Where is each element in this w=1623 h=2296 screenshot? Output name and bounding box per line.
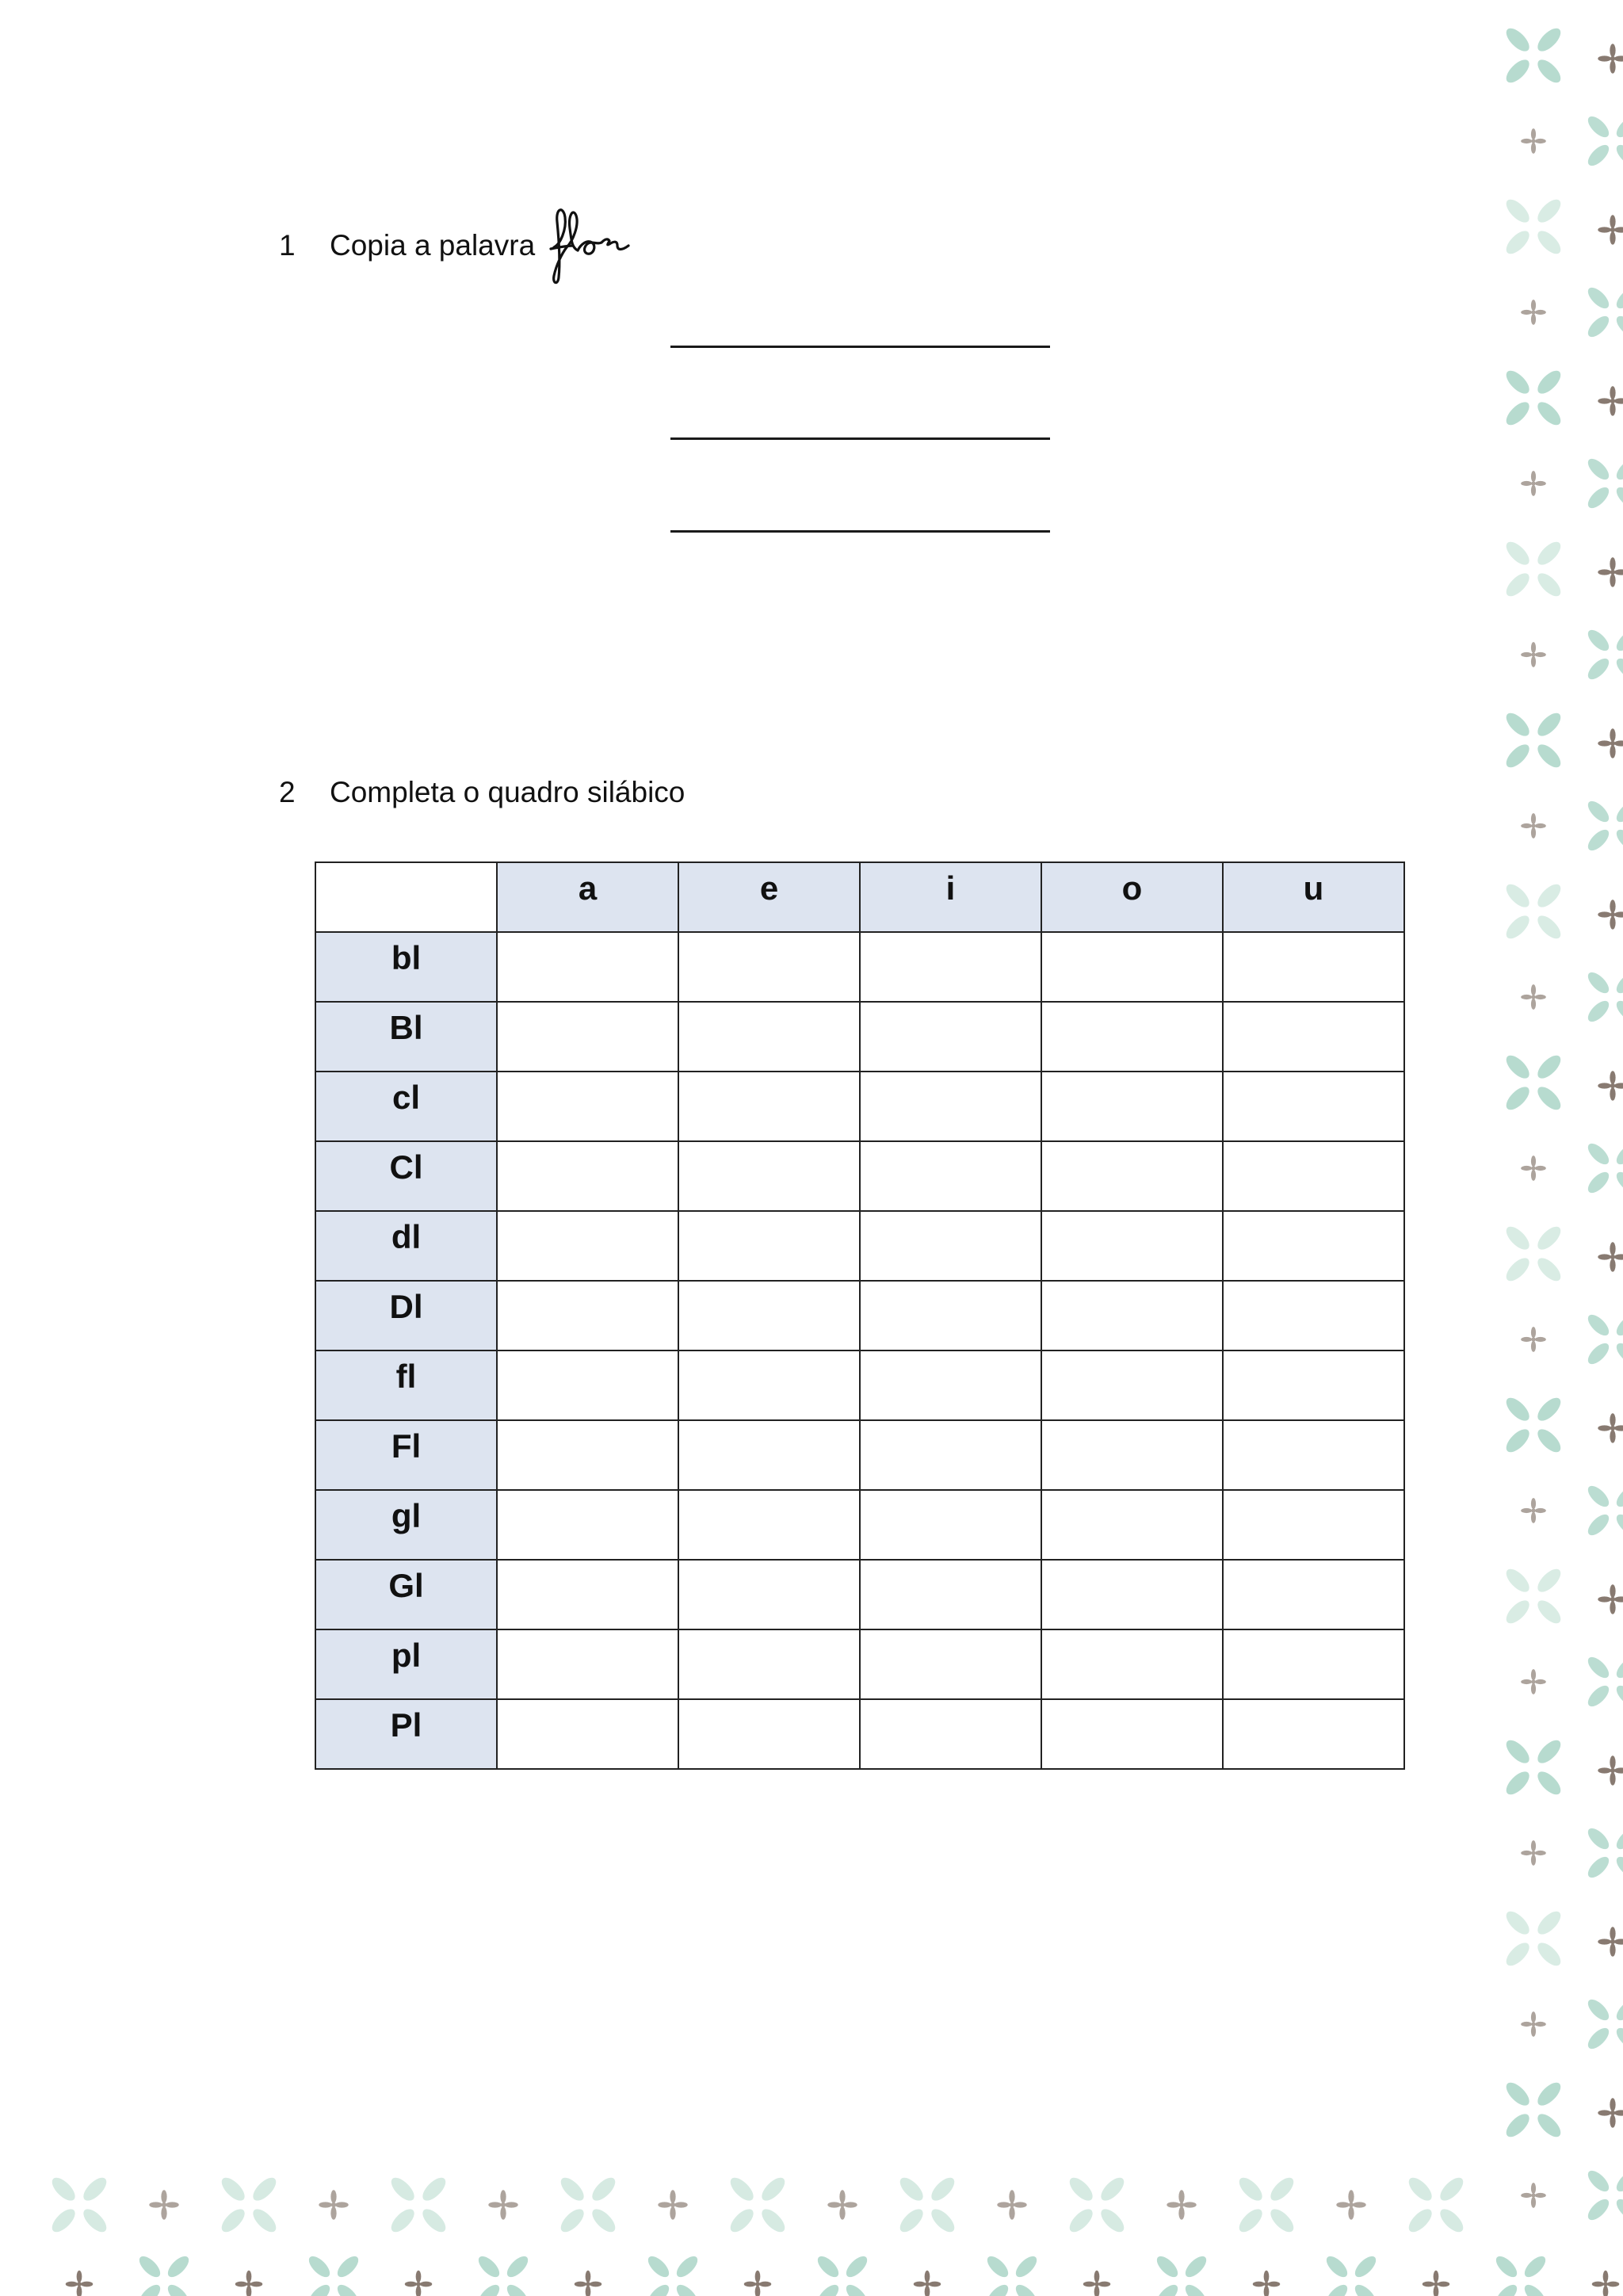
vowel-header: o xyxy=(1041,862,1223,932)
syllable-answer-cell[interactable] xyxy=(497,1211,678,1281)
small-flower-icon xyxy=(1521,2011,1546,2037)
vowel-header: u xyxy=(1223,862,1404,932)
small-flower-icon xyxy=(1598,1242,1623,1271)
small-flower-icon xyxy=(1521,300,1546,325)
leaf-cluster-icon xyxy=(814,2252,870,2296)
syllable-answer-cell[interactable] xyxy=(678,1141,860,1211)
syllable-answer-cell[interactable] xyxy=(497,1490,678,1560)
leaf-cluster-icon xyxy=(1584,1653,1623,1710)
question-1-text: Copia a palavra xyxy=(330,229,536,262)
consonant-cluster-label: Fl xyxy=(315,1420,497,1490)
syllable-answer-cell[interactable] xyxy=(497,1281,678,1350)
consonant-cluster-label: bl xyxy=(315,932,497,1002)
leaf-cluster-icon xyxy=(1584,626,1623,682)
small-flower-icon xyxy=(914,2271,941,2296)
leaf-cluster-icon xyxy=(1503,1908,1564,1969)
syllable-answer-cell[interactable] xyxy=(860,1281,1041,1350)
small-flower-icon xyxy=(235,2271,263,2296)
syllable-answer-cell[interactable] xyxy=(678,1002,860,1072)
small-flower-icon xyxy=(1598,1584,1623,1614)
question-2 xyxy=(279,773,685,812)
small-flower-icon xyxy=(1521,128,1546,154)
syllable-answer-cell[interactable] xyxy=(678,1281,860,1350)
consonant-cluster-label: dl xyxy=(315,1211,497,1281)
syllable-answer-cell[interactable] xyxy=(1223,1699,1404,1769)
small-flower-icon xyxy=(1521,1498,1546,1523)
syllable-answer-cell[interactable] xyxy=(1223,1141,1404,1211)
small-flower-icon xyxy=(1598,44,1623,73)
leaf-cluster-icon xyxy=(1503,1052,1564,1114)
writing-line[interactable] xyxy=(670,346,1050,348)
leaf-cluster-icon xyxy=(1584,1311,1623,1367)
syllable-answer-cell[interactable] xyxy=(678,1350,860,1420)
syllable-answer-cell[interactable] xyxy=(497,1141,678,1211)
leaf-cluster-icon xyxy=(1584,1482,1623,1538)
small-flower-icon xyxy=(405,2271,433,2296)
small-flower-icon xyxy=(1598,215,1623,244)
leaf-cluster-icon xyxy=(983,2252,1040,2296)
syllable-answer-cell[interactable] xyxy=(1041,1072,1223,1141)
syllable-answer-cell[interactable] xyxy=(860,1629,1041,1699)
small-flower-icon xyxy=(1521,642,1546,667)
leaf-cluster-icon xyxy=(1503,1394,1564,1456)
leaf-cluster-icon xyxy=(1235,2174,1297,2236)
writing-line[interactable] xyxy=(670,530,1050,533)
leaf-cluster-icon xyxy=(896,2174,958,2236)
small-flower-icon xyxy=(1336,2190,1365,2219)
leaf-cluster-icon xyxy=(1503,1565,1564,1627)
leaf-cluster-icon xyxy=(1503,2079,1564,2141)
consonant-cluster-label: fl xyxy=(315,1350,497,1420)
syllable-answer-cell[interactable] xyxy=(860,1350,1041,1420)
consonant-cluster-label: Cl xyxy=(315,1141,497,1211)
consonant-cluster-label: cl xyxy=(315,1072,497,1141)
small-flower-icon xyxy=(1253,2271,1281,2296)
small-flower-icon xyxy=(1083,2271,1111,2296)
syllable-answer-cell[interactable] xyxy=(1041,1490,1223,1560)
vowel-header: i xyxy=(860,862,1041,932)
small-flower-icon xyxy=(997,2190,1026,2219)
syllable-answer-cell[interactable] xyxy=(860,1490,1041,1560)
syllable-answer-cell[interactable] xyxy=(1223,1072,1404,1141)
small-flower-icon xyxy=(575,2271,602,2296)
syllable-answer-cell[interactable] xyxy=(1223,1211,1404,1281)
floral-pattern-right xyxy=(1502,0,1623,2296)
syllable-answer-cell[interactable] xyxy=(678,1629,860,1699)
leaf-cluster-icon xyxy=(1503,1223,1564,1285)
consonant-cluster-label: gl xyxy=(315,1490,497,1560)
syllable-answer-cell[interactable] xyxy=(678,1699,860,1769)
question-1 xyxy=(279,198,652,293)
syllable-answer-cell[interactable] xyxy=(1041,1141,1223,1211)
syllable-answer-cell[interactable] xyxy=(497,1002,678,1072)
syllable-answer-cell[interactable] xyxy=(1223,1420,1404,1490)
leaf-cluster-icon xyxy=(1503,196,1564,258)
table-row xyxy=(315,1629,1404,1699)
syllable-answer-cell[interactable] xyxy=(1041,1350,1223,1420)
small-flower-icon xyxy=(1598,1755,1623,1785)
table-row xyxy=(315,932,1404,1002)
syllable-answer-cell[interactable] xyxy=(678,1072,860,1141)
consonant-cluster-label: Pl xyxy=(315,1699,497,1769)
leaf-cluster-icon xyxy=(1503,881,1564,942)
small-flower-icon xyxy=(1598,1071,1623,1100)
syllable-answer-cell[interactable] xyxy=(860,1072,1041,1141)
syllable-answer-cell[interactable] xyxy=(1223,1629,1404,1699)
syllable-answer-cell[interactable] xyxy=(497,1560,678,1629)
syllable-answer-cell[interactable] xyxy=(497,1072,678,1141)
syllable-answer-cell[interactable] xyxy=(1041,932,1223,1002)
small-flower-icon xyxy=(1521,1156,1546,1181)
leaf-cluster-icon xyxy=(305,2252,361,2296)
small-flower-icon xyxy=(1423,2271,1450,2296)
small-flower-icon xyxy=(1598,2098,1623,2127)
syllable-answer-cell[interactable] xyxy=(860,1420,1041,1490)
small-flower-icon xyxy=(488,2190,517,2219)
leaf-cluster-icon xyxy=(136,2252,192,2296)
table-row xyxy=(315,1002,1404,1072)
syllable-answer-cell[interactable] xyxy=(678,932,860,1002)
small-flower-icon xyxy=(66,2271,94,2296)
syllable-answer-cell[interactable] xyxy=(860,932,1041,1002)
syllable-answer-cell[interactable] xyxy=(860,1699,1041,1769)
vowel-header: a xyxy=(497,862,678,932)
syllable-answer-cell[interactable] xyxy=(1223,1002,1404,1072)
small-flower-icon xyxy=(1521,471,1546,496)
leaf-cluster-icon xyxy=(1503,1736,1564,1798)
leaf-cluster-icon xyxy=(1584,455,1623,511)
vowel-header: e xyxy=(678,862,860,932)
leaf-cluster-icon xyxy=(475,2252,531,2296)
cursive-flor-drawing xyxy=(549,198,652,293)
syllable-answer-cell[interactable] xyxy=(860,1560,1041,1629)
small-flower-icon xyxy=(149,2190,178,2219)
leaf-cluster-icon xyxy=(1584,797,1623,854)
table-corner-cell xyxy=(315,862,497,932)
leaf-cluster-icon xyxy=(557,2174,619,2236)
table-row xyxy=(315,1281,1404,1350)
small-flower-icon xyxy=(1521,813,1546,839)
syllable-answer-cell[interactable] xyxy=(497,932,678,1002)
syllable-answer-cell[interactable] xyxy=(860,1002,1041,1072)
syllable-answer-cell[interactable] xyxy=(1041,1699,1223,1769)
leaf-cluster-icon xyxy=(48,2174,110,2236)
leaf-cluster-icon xyxy=(1492,2252,1549,2296)
small-flower-icon xyxy=(1598,1927,1623,1956)
small-flower-icon xyxy=(1167,2190,1196,2219)
small-flower-icon xyxy=(1521,1327,1546,1352)
syllable-answer-cell[interactable] xyxy=(497,1350,678,1420)
syllable-answer-cell[interactable] xyxy=(1041,1629,1223,1699)
small-flower-icon xyxy=(1521,984,1546,1010)
syllable-answer-cell[interactable] xyxy=(1223,1350,1404,1420)
syllable-answer-cell[interactable] xyxy=(678,1420,860,1490)
consonant-cluster-label: Gl xyxy=(315,1560,497,1629)
syllable-answer-cell[interactable] xyxy=(678,1211,860,1281)
table-row xyxy=(315,1211,1404,1281)
syllable-answer-cell[interactable] xyxy=(1041,1560,1223,1629)
floral-pattern-bottom xyxy=(0,2164,1623,2296)
leaf-cluster-icon xyxy=(1503,25,1564,86)
syllable-answer-cell[interactable] xyxy=(1223,1560,1404,1629)
syllable-answer-cell[interactable] xyxy=(497,1699,678,1769)
table-row xyxy=(315,1350,1404,1420)
leaf-cluster-icon xyxy=(1323,2252,1379,2296)
leaf-cluster-icon xyxy=(218,2174,280,2236)
table-row xyxy=(315,1420,1404,1490)
syllable-answer-cell[interactable] xyxy=(497,1629,678,1699)
writing-line[interactable] xyxy=(670,437,1050,440)
leaf-cluster-icon xyxy=(1503,538,1564,600)
syllable-answer-cell[interactable] xyxy=(1223,1281,1404,1350)
syllable-answer-cell[interactable] xyxy=(497,1420,678,1490)
decorative-border-bottom xyxy=(0,2164,1623,2296)
small-flower-icon xyxy=(1521,1669,1546,1694)
small-flower-icon xyxy=(1598,386,1623,415)
question-1-number: 1 xyxy=(279,229,296,262)
leaf-cluster-icon xyxy=(644,2252,701,2296)
small-flower-icon xyxy=(319,2190,348,2219)
leaf-cluster-icon xyxy=(1584,1140,1623,1196)
table-row xyxy=(315,1141,1404,1211)
consonant-cluster-label: Bl xyxy=(315,1002,497,1072)
syllable-answer-cell[interactable] xyxy=(1041,1002,1223,1072)
leaf-cluster-icon xyxy=(1153,2252,1209,2296)
leaf-cluster-icon xyxy=(1584,284,1623,340)
leaf-cluster-icon xyxy=(1584,113,1623,169)
leaf-cluster-icon xyxy=(1066,2174,1128,2236)
question-2-text: Completa o quadro silábico xyxy=(330,776,685,808)
consonant-cluster-label: pl xyxy=(315,1629,497,1699)
small-flower-icon xyxy=(827,2190,857,2219)
small-flower-icon xyxy=(1598,728,1623,758)
syllable-table xyxy=(315,861,1405,1770)
leaf-cluster-icon xyxy=(1503,367,1564,429)
syllable-answer-cell[interactable] xyxy=(678,1560,860,1629)
leaf-cluster-icon xyxy=(1584,968,1623,1025)
syllable-answer-cell[interactable] xyxy=(860,1141,1041,1211)
consonant-cluster-label: Dl xyxy=(315,1281,497,1350)
leaf-cluster-icon xyxy=(1405,2174,1467,2236)
small-flower-icon xyxy=(1592,2271,1620,2296)
table-header-row xyxy=(315,862,1404,932)
table-row xyxy=(315,1490,1404,1560)
leaf-cluster-icon xyxy=(1584,1996,1623,2052)
table-row xyxy=(315,1560,1404,1629)
syllable-answer-cell[interactable] xyxy=(1041,1211,1223,1281)
small-flower-icon xyxy=(658,2190,687,2219)
leaf-cluster-icon xyxy=(1584,1824,1623,1881)
leaf-cluster-icon xyxy=(1503,709,1564,771)
question-2-number: 2 xyxy=(279,776,296,808)
table-row xyxy=(315,1072,1404,1141)
leaf-cluster-icon xyxy=(727,2174,789,2236)
syllable-answer-cell[interactable] xyxy=(1041,1281,1223,1350)
syllable-answer-cell[interactable] xyxy=(678,1490,860,1560)
small-flower-icon xyxy=(1521,1840,1546,1866)
script-word-flor xyxy=(549,198,652,293)
leaf-cluster-icon xyxy=(388,2174,449,2236)
syllable-answer-cell[interactable] xyxy=(1041,1420,1223,1490)
syllable-answer-cell[interactable] xyxy=(860,1211,1041,1281)
syllable-answer-cell[interactable] xyxy=(1223,932,1404,1002)
small-flower-icon xyxy=(1598,900,1623,929)
table-row xyxy=(315,1699,1404,1769)
small-flower-icon xyxy=(1598,1413,1623,1442)
small-flower-icon xyxy=(744,2271,772,2296)
small-flower-icon xyxy=(1598,557,1623,586)
decorative-border-right xyxy=(1502,0,1623,2296)
syllable-answer-cell[interactable] xyxy=(1223,1490,1404,1560)
